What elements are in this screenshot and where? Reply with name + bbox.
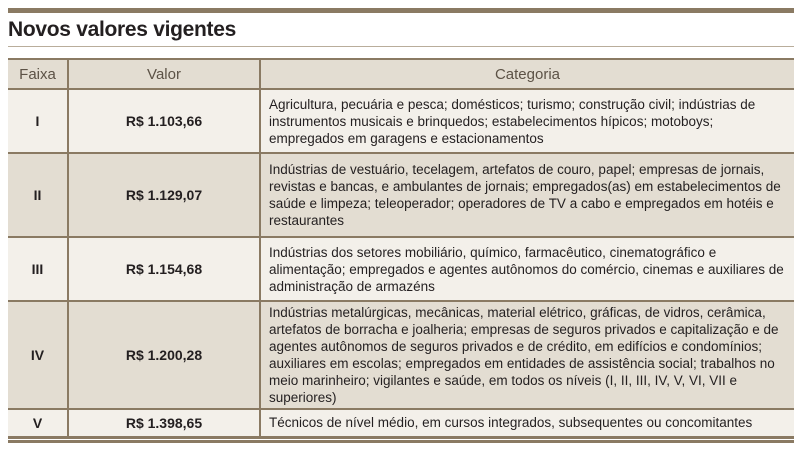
wage-table xyxy=(8,58,794,439)
column-header-categoria: Categoria xyxy=(260,59,794,89)
valor-cell: R$ 1.154,68 xyxy=(68,237,260,301)
column-header-valor: Valor xyxy=(68,59,260,89)
categoria-cell: Indústrias dos setores mobiliário, químico, farmacêutico, cinematográfico e alimentação; empregados e agentes autônomos do comércio, cinemas e auxiliares de administração de armazéns xyxy=(260,237,794,301)
faixa-cell: I xyxy=(8,89,68,153)
table-header-row xyxy=(8,59,794,89)
table-row xyxy=(8,301,794,409)
valor-cell: R$ 1.129,07 xyxy=(68,153,260,237)
table-row xyxy=(8,237,794,301)
table-row xyxy=(8,409,794,437)
valor-cell: R$ 1.103,66 xyxy=(68,89,260,153)
faixa-cell: IV xyxy=(8,301,68,409)
title-divider xyxy=(8,46,794,47)
categoria-cell: Indústrias de vestuário, tecelagem, artefatos de couro, papel; empresas de jornais, revistas e bancas, e ambulantes de jornais; empregados(as) em estabelecimentos de saúde e limpeza; teleoperador; operadores de TV a cabo e empregados em hotéis e restaurantes xyxy=(260,153,794,237)
column-header-faixa: Faixa xyxy=(8,59,68,89)
faixa-cell: V xyxy=(8,409,68,437)
bottom-rule xyxy=(8,440,794,443)
categoria-cell: Agricultura, pecuária e pesca; domésticos; turismo; construção civil; indústrias de instrumentos musicais e brinquedos; estabelecimentos hípicos; motoboys; empregados em garagens e estacionamentos xyxy=(260,89,794,153)
faixa-cell: III xyxy=(8,237,68,301)
valor-cell: R$ 1.398,65 xyxy=(68,409,260,437)
table-row xyxy=(8,89,794,153)
categoria-cell: Indústrias metalúrgicas, mecânicas, material elétrico, gráficas, de vidros, cerâmica, artefatos de borracha e joalheria; empresas de seguros privados e capitalização e de agentes autônomos de seguros privados e de crédito, em edifícios e condomínios; auxiliares em escolas; empregados em entidades de assistência social; trabalhos no meio marinheiro; vigilantes e saúde, em todos os níveis (I, II, III, IV, V, VI, VII e superiores) xyxy=(260,301,794,409)
faixa-cell: II xyxy=(8,153,68,237)
categoria-cell: Técnicos de nível médio, em cursos integrados, subsequentes ou concomitantes xyxy=(260,409,794,437)
page-title: Novos valores vigentes xyxy=(8,18,236,41)
table-row xyxy=(8,153,794,237)
top-rule xyxy=(8,8,794,13)
valor-cell: R$ 1.200,28 xyxy=(68,301,260,409)
